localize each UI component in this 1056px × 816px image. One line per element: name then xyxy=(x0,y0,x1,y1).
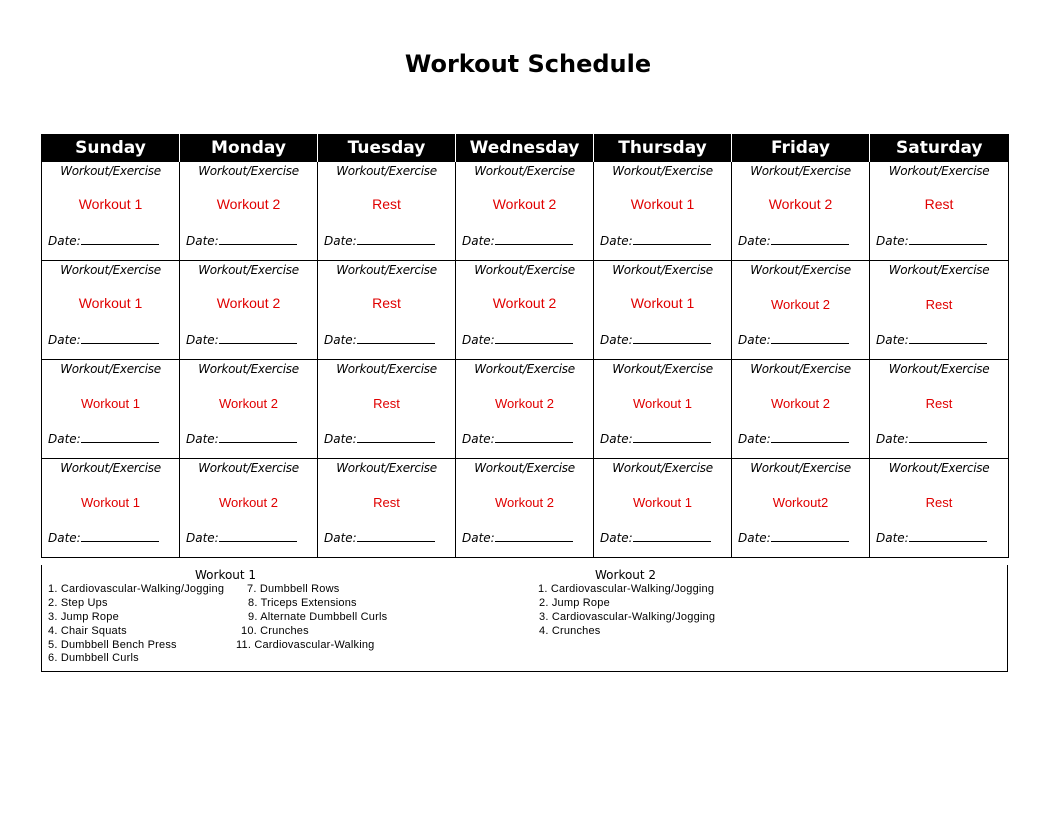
page-title: Workout Schedule xyxy=(404,50,652,78)
date-blank-line xyxy=(357,234,435,245)
day-cell xyxy=(42,360,180,459)
week-row xyxy=(42,360,1009,459)
date-label: Date: xyxy=(186,333,219,347)
cell-label: Workout/Exercise xyxy=(888,461,990,475)
date-blank-line xyxy=(495,234,573,245)
date-blank-line xyxy=(81,432,159,443)
date-field xyxy=(324,432,435,446)
legend-workout1-item: 6. Dumbbell Curls xyxy=(48,652,139,664)
workout-assignment: Workout 2 xyxy=(216,196,281,212)
workout-assignment: Workout 2 xyxy=(494,495,554,510)
legend-workout1-title: Workout 1 xyxy=(195,568,257,582)
date-blank-line xyxy=(219,333,297,344)
cell-label: Workout/Exercise xyxy=(474,263,575,277)
cell-label: Workout/Exercise xyxy=(750,461,851,475)
day-cell xyxy=(456,360,594,459)
date-label: Date: xyxy=(462,531,495,545)
cell-label: Workout/Exercise xyxy=(888,263,990,277)
date-blank-line xyxy=(219,234,297,245)
cell-label: Workout/Exercise xyxy=(60,362,161,376)
header-row xyxy=(42,134,1009,162)
date-blank-line xyxy=(357,432,435,443)
cell-label: Workout/Exercise xyxy=(336,461,437,475)
date-field xyxy=(600,531,711,545)
date-blank-line xyxy=(633,531,711,542)
workout-assignment: Workout 2 xyxy=(494,396,554,411)
date-field xyxy=(876,333,987,347)
date-field xyxy=(186,432,297,446)
day-cell xyxy=(732,360,870,459)
date-blank-line xyxy=(81,234,159,245)
workout-assignment: Workout 1 xyxy=(78,295,143,311)
day-cell xyxy=(870,360,1009,459)
day-cell xyxy=(456,459,594,558)
date-label: Date: xyxy=(876,531,909,545)
workout-assignment: Workout 2 xyxy=(492,196,557,212)
date-blank-line xyxy=(633,333,711,344)
week-row xyxy=(42,162,1009,261)
schedule-table xyxy=(41,134,1009,558)
date-label: Date: xyxy=(462,234,495,248)
workout-assignment: Workout 2 xyxy=(218,396,278,411)
date-blank-line xyxy=(909,432,987,443)
cell-label: Workout/Exercise xyxy=(336,164,437,178)
date-field xyxy=(876,234,987,248)
workout-assignment: Rest xyxy=(373,495,400,510)
date-field xyxy=(186,531,297,545)
date-label: Date: xyxy=(186,531,219,545)
date-label: Date: xyxy=(48,234,81,248)
workout-assignment: Workout 1 xyxy=(80,396,140,411)
date-field xyxy=(186,333,297,347)
day-cell xyxy=(42,162,180,261)
date-label: Date: xyxy=(738,333,771,347)
date-field xyxy=(600,333,711,347)
workout-assignment: Workout2 xyxy=(772,495,829,510)
day-cell xyxy=(870,459,1009,558)
date-blank-line xyxy=(81,531,159,542)
cell-label: Workout/Exercise xyxy=(750,263,851,277)
workout-assignment: Rest xyxy=(924,196,954,212)
date-field xyxy=(462,432,573,446)
cell-label: Workout/Exercise xyxy=(888,164,990,178)
workout-assignment: Workout 2 xyxy=(216,295,281,311)
date-label: Date: xyxy=(324,432,357,446)
date-label: Date: xyxy=(324,333,357,347)
date-label: Date: xyxy=(876,234,909,248)
date-label: Date: xyxy=(600,531,633,545)
day-header-wednesday: Wednesday xyxy=(456,134,594,162)
legend-workout2-item: 1. Cardiovascular-Walking/Jogging xyxy=(538,583,715,595)
date-blank-line xyxy=(219,531,297,542)
date-label: Date: xyxy=(600,432,633,446)
date-label: Date: xyxy=(48,432,81,446)
workout-assignment: Rest xyxy=(373,396,400,411)
day-cell xyxy=(594,360,732,459)
date-label: Date: xyxy=(48,531,81,545)
date-label: Date: xyxy=(738,531,771,545)
date-field xyxy=(876,432,987,446)
day-cell xyxy=(594,261,732,360)
day-header-sunday: Sunday xyxy=(42,134,180,162)
legend-workout1-item: 3. Jump Rope xyxy=(48,611,119,623)
date-field xyxy=(48,234,159,248)
workout-assignment: Workout 1 xyxy=(632,396,692,411)
day-cell xyxy=(456,261,594,360)
legend-workout2-item: 2. Jump Rope xyxy=(539,597,610,609)
cell-label: Workout/Exercise xyxy=(612,164,713,178)
legend-workout1-item: 4. Chair Squats xyxy=(48,625,127,637)
legend-workout1-item: 11. Cardiovascular-Walking xyxy=(236,639,375,651)
date-blank-line xyxy=(495,432,573,443)
day-header-thursday: Thursday xyxy=(594,134,732,162)
week-row xyxy=(42,261,1009,360)
date-label: Date: xyxy=(738,234,771,248)
cell-label: Workout/Exercise xyxy=(750,362,851,376)
day-header-monday: Monday xyxy=(180,134,318,162)
legend-workout1-item: 2. Step Ups xyxy=(48,597,108,609)
date-field xyxy=(876,531,987,545)
cell-label: Workout/Exercise xyxy=(60,164,161,178)
day-cell xyxy=(594,459,732,558)
date-blank-line xyxy=(81,333,159,344)
legend-workout2-title: Workout 2 xyxy=(595,568,657,582)
day-cell xyxy=(732,261,870,360)
day-header-friday: Friday xyxy=(732,134,870,162)
date-field xyxy=(462,531,573,545)
legend-workout2-item: 4. Crunches xyxy=(539,625,601,637)
date-blank-line xyxy=(909,531,987,542)
legend-workout1-item: 10. Crunches xyxy=(241,625,309,637)
date-field xyxy=(324,234,435,248)
workout-assignment: Workout 1 xyxy=(630,295,695,311)
week-row xyxy=(42,459,1009,558)
workout-assignment: Workout 2 xyxy=(770,297,830,312)
date-label: Date: xyxy=(186,234,219,248)
day-cell xyxy=(318,360,456,459)
legend-workout1-item: 5. Dumbbell Bench Press xyxy=(48,639,177,651)
day-cell xyxy=(732,459,870,558)
date-label: Date: xyxy=(462,333,495,347)
day-cell xyxy=(594,162,732,261)
cell-label: Workout/Exercise xyxy=(750,164,851,178)
day-cell xyxy=(42,459,180,558)
date-field xyxy=(600,234,711,248)
workout-assignment: Workout 2 xyxy=(768,196,833,212)
day-cell xyxy=(318,459,456,558)
workout-assignment: Workout 2 xyxy=(218,495,278,510)
day-header-saturday: Saturday xyxy=(870,134,1009,162)
legend-workout1-item: 8. Triceps Extensions xyxy=(248,597,357,609)
date-field xyxy=(462,333,573,347)
day-cell xyxy=(456,162,594,261)
workout-assignment: Rest xyxy=(925,297,953,312)
workout-assignment: Rest xyxy=(372,295,401,311)
date-field xyxy=(738,234,849,248)
day-cell xyxy=(870,261,1009,360)
cell-label: Workout/Exercise xyxy=(336,263,437,277)
legend-workout1-item: 1. Cardiovascular-Walking/Jogging xyxy=(48,583,225,595)
date-blank-line xyxy=(357,333,435,344)
date-blank-line xyxy=(771,531,849,542)
date-label: Date: xyxy=(876,432,909,446)
workout-assignment: Workout 2 xyxy=(770,396,830,411)
workout-assignment: Rest xyxy=(372,196,401,212)
cell-label: Workout/Exercise xyxy=(474,164,575,178)
date-label: Date: xyxy=(48,333,81,347)
cell-label: Workout/Exercise xyxy=(612,461,713,475)
cell-label: Workout/Exercise xyxy=(612,362,713,376)
date-field xyxy=(48,333,159,347)
cell-label: Workout/Exercise xyxy=(474,362,575,376)
date-label: Date: xyxy=(186,432,219,446)
legend-workout1-item: 7. Dumbbell Rows xyxy=(247,583,340,595)
cell-label: Workout/Exercise xyxy=(198,164,299,178)
date-field xyxy=(738,432,849,446)
date-blank-line xyxy=(771,234,849,245)
cell-label: Workout/Exercise xyxy=(60,461,161,475)
date-label: Date: xyxy=(324,234,357,248)
date-blank-line xyxy=(219,432,297,443)
date-blank-line xyxy=(909,333,987,344)
workout-assignment: Rest xyxy=(925,495,953,510)
date-field xyxy=(186,234,297,248)
cell-label: Workout/Exercise xyxy=(198,362,299,376)
date-label: Date: xyxy=(600,234,633,248)
day-cell xyxy=(318,162,456,261)
date-blank-line xyxy=(633,234,711,245)
cell-label: Workout/Exercise xyxy=(60,263,161,277)
workout-assignment: Workout 1 xyxy=(630,196,695,212)
cell-label: Workout/Exercise xyxy=(198,263,299,277)
date-field xyxy=(738,333,849,347)
day-cell xyxy=(180,261,318,360)
legend-workout1-item: 9. Alternate Dumbbell Curls xyxy=(248,611,388,623)
date-field xyxy=(600,432,711,446)
day-cell xyxy=(180,360,318,459)
day-cell xyxy=(318,261,456,360)
day-cell xyxy=(732,162,870,261)
date-field xyxy=(738,531,849,545)
cell-label: Workout/Exercise xyxy=(336,362,437,376)
legend-workout2-item: 3. Cardiovascular-Walking/Jogging xyxy=(539,611,716,623)
cell-label: Workout/Exercise xyxy=(474,461,575,475)
date-blank-line xyxy=(357,531,435,542)
date-field xyxy=(324,531,435,545)
date-field xyxy=(324,333,435,347)
date-label: Date: xyxy=(876,333,909,347)
workout-legend xyxy=(41,565,1008,672)
date-label: Date: xyxy=(462,432,495,446)
date-label: Date: xyxy=(600,333,633,347)
cell-label: Workout/Exercise xyxy=(612,263,713,277)
date-field xyxy=(48,432,159,446)
day-cell xyxy=(42,261,180,360)
date-field xyxy=(48,531,159,545)
workout-assignment: Workout 1 xyxy=(632,495,692,510)
date-blank-line xyxy=(771,432,849,443)
workout-assignment: Rest xyxy=(925,396,953,411)
workout-assignment: Workout 2 xyxy=(492,295,557,311)
date-blank-line xyxy=(495,333,573,344)
cell-label: Workout/Exercise xyxy=(198,461,299,475)
day-cell xyxy=(180,459,318,558)
date-label: Date: xyxy=(738,432,771,446)
day-cell xyxy=(180,162,318,261)
date-blank-line xyxy=(495,531,573,542)
day-cell xyxy=(870,162,1009,261)
date-field xyxy=(462,234,573,248)
workout-assignment: Workout 1 xyxy=(78,196,143,212)
workout-assignment: Workout 1 xyxy=(80,495,140,510)
date-label: Date: xyxy=(324,531,357,545)
date-blank-line xyxy=(909,234,987,245)
cell-label: Workout/Exercise xyxy=(888,362,990,376)
day-header-tuesday: Tuesday xyxy=(318,134,456,162)
date-blank-line xyxy=(633,432,711,443)
date-blank-line xyxy=(771,333,849,344)
